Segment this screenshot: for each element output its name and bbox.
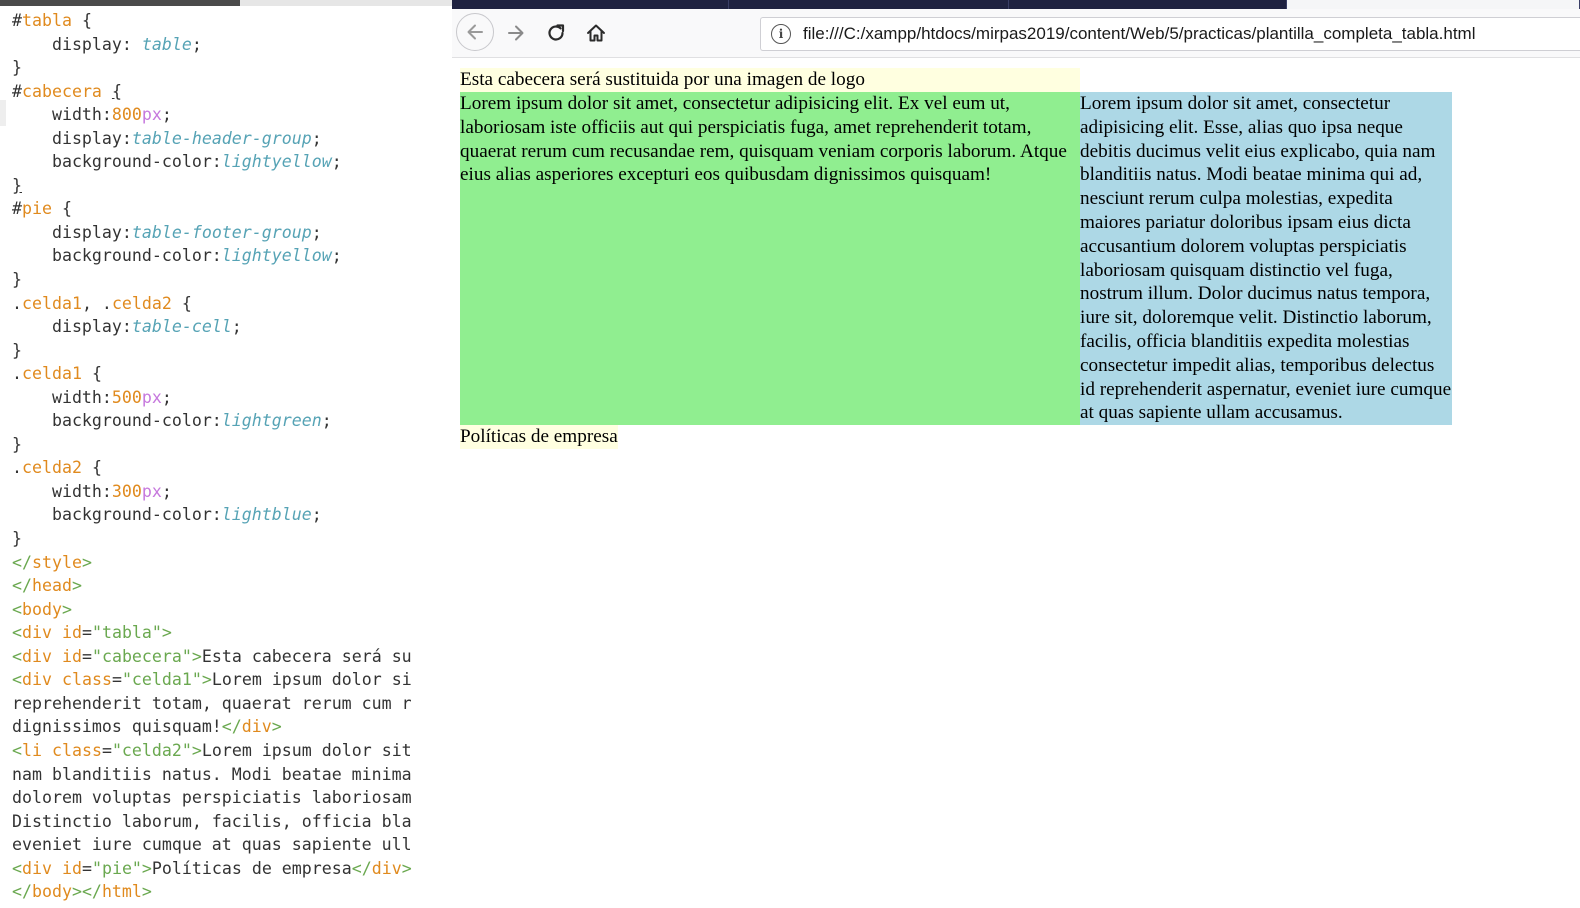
code-token: table — [141, 34, 192, 54]
code-line[interactable] — [12, 621, 452, 645]
code-line[interactable] — [12, 574, 452, 598]
code-token: px — [141, 387, 162, 407]
code-token: = — [101, 740, 112, 760]
code-token: table-cell — [131, 317, 232, 337]
code-token: = — [111, 670, 122, 690]
code-token: tabla — [22, 11, 72, 30]
page-footer-cell: Políticas de empresa — [460, 426, 618, 448]
code-token: 300 — [111, 481, 142, 501]
code-line[interactable] — [12, 645, 452, 669]
code-token: class — [61, 670, 112, 690]
code-token: > — [141, 858, 152, 878]
code-token: dolorem voluptas perspiciatis laboriosam — [12, 788, 412, 808]
code-token: "cabecera" — [91, 646, 192, 666]
code-token: celda2 — [111, 293, 172, 313]
code-line[interactable] — [12, 9, 452, 33]
code-token: nam blanditiis natus. Modi beatae minima — [12, 764, 412, 784]
code-token: width: — [12, 481, 112, 501]
code-token: > — [61, 599, 72, 619]
code-line[interactable] — [12, 739, 452, 763]
navigation-toolbar — [452, 9, 1580, 58]
code-line[interactable] — [12, 551, 452, 575]
code-line[interactable] — [12, 480, 452, 504]
code-token: ; — [161, 105, 172, 125]
code-token: < — [12, 599, 22, 619]
code-token: dignissimos quisquam! — [12, 717, 222, 737]
code-line[interactable] — [12, 103, 452, 127]
code-token: > — [191, 740, 202, 760]
code-token: Lorem ipsum dolor sit — [201, 740, 412, 760]
code-line[interactable] — [12, 386, 452, 410]
code-token: display: — [12, 128, 132, 148]
code-line[interactable] — [12, 268, 452, 292]
code-line[interactable] — [12, 433, 452, 457]
code-token: background-color: — [12, 246, 222, 266]
code-token: id — [61, 858, 82, 878]
code-token: ; — [331, 152, 342, 172]
code-line[interactable] — [12, 150, 452, 174]
code-token: } — [12, 434, 22, 454]
code-token: div — [371, 858, 402, 878]
code-token: { — [111, 81, 122, 101]
code-token: = — [81, 646, 92, 666]
code-line[interactable] — [12, 221, 452, 245]
info-icon[interactable]: i — [771, 24, 791, 44]
code-token: div — [241, 717, 272, 737]
code-token: ; — [161, 481, 172, 501]
code-token: { — [81, 364, 102, 384]
code-token: { — [171, 293, 192, 313]
code-token — [102, 82, 112, 101]
address-bar[interactable] — [760, 17, 1580, 51]
code-token: </ — [12, 882, 32, 902]
code-token: # — [12, 199, 22, 219]
code-token: > — [191, 646, 202, 666]
code-token: { — [81, 458, 102, 478]
code-token: 800 — [111, 105, 142, 125]
code-token: lightblue — [221, 505, 312, 525]
code-token: body — [31, 882, 72, 902]
code-text[interactable] — [12, 9, 452, 904]
code-token: </ — [12, 576, 32, 596]
code-token: display: — [12, 34, 142, 54]
code-token: div — [22, 646, 52, 666]
rendered-page — [460, 68, 1452, 449]
code-token: html — [101, 882, 142, 902]
code-token: , . — [81, 293, 112, 313]
code-token: div — [22, 623, 52, 643]
code-token: </ — [12, 552, 32, 572]
code-token: "celda2" — [111, 740, 192, 760]
code-token: < — [12, 740, 22, 760]
code-line[interactable] — [12, 292, 452, 316]
code-token: Políticas de empresa — [151, 858, 352, 878]
code-token: } — [12, 529, 22, 549]
code-token: width: — [12, 387, 112, 407]
table-row — [460, 92, 1452, 425]
browser-tab[interactable] — [452, 0, 729, 9]
code-token: . — [12, 458, 22, 478]
code-line[interactable] — [12, 174, 452, 198]
code-token: pie — [22, 199, 52, 219]
code-line[interactable] — [12, 127, 452, 151]
back-button[interactable] — [456, 13, 494, 51]
code-token: { — [51, 199, 72, 219]
code-token: lightyellow — [221, 152, 332, 172]
code-token: # — [12, 81, 22, 101]
forward-button[interactable] — [498, 17, 534, 49]
code-token: div — [22, 670, 52, 690]
home-button[interactable] — [578, 17, 614, 49]
code-token: div — [22, 858, 52, 878]
code-line[interactable] — [12, 527, 452, 551]
reload-icon — [545, 22, 567, 44]
code-token: Lorem ipsum dolor si — [211, 670, 412, 690]
code-token: style — [31, 552, 82, 572]
browser-tab[interactable] — [729, 0, 1009, 9]
home-icon — [585, 22, 607, 44]
code-token: ; — [191, 34, 202, 54]
code-token: celda2 — [22, 458, 82, 478]
editor-horizontal-scrollbar[interactable] — [0, 0, 452, 6]
code-token: lightyellow — [221, 246, 332, 266]
code-token — [52, 647, 62, 666]
code-token: { — [71, 11, 92, 30]
code-token: < — [12, 646, 22, 666]
current-line-marker — [0, 100, 6, 126]
scrollbar-thumb[interactable] — [0, 0, 240, 6]
code-token: > — [161, 623, 172, 643]
code-token: > — [81, 552, 92, 572]
reload-button[interactable] — [538, 17, 574, 49]
code-token: Esta cabecera será su — [201, 646, 412, 666]
code-token: = — [81, 623, 92, 643]
code-token: ; — [321, 411, 332, 431]
code-token: celda1 — [22, 293, 82, 313]
code-token: 500 — [111, 387, 142, 407]
back-arrow-icon — [464, 21, 486, 43]
code-token: </ — [351, 858, 372, 878]
code-token: > — [201, 670, 212, 690]
code-token: width: — [12, 105, 112, 125]
code-line[interactable] — [12, 810, 452, 834]
code-token: reprehenderit totam, quaerat rerum cum r — [12, 693, 412, 713]
browser-tab[interactable] — [1009, 0, 1287, 9]
browser-window — [452, 0, 1580, 908]
code-line[interactable] — [12, 880, 452, 904]
code-token: px — [141, 105, 162, 125]
code-token — [42, 741, 52, 760]
code-line[interactable] — [12, 715, 452, 739]
code-line[interactable] — [12, 409, 452, 433]
code-token: ; — [161, 387, 172, 407]
code-token: background-color: — [12, 152, 222, 172]
green-cell: Lorem ipsum dolor sit amet, consectetur adipisicing elit. Ex vel eum ut, laboriosam iste officiis aut qui perspiciatis fuga, amet reprehenderit totam, quaerat rerum cum recusandae rem, quisquam veniam corporis laborum. Atque eius alias asperiores excepturi eos quibusdam dignissimos quisquam! — [460, 92, 1080, 425]
code-line[interactable] — [12, 56, 452, 80]
code-token: ; — [331, 246, 342, 266]
code-token: Distinctio laborum, facilis, officia bla — [12, 811, 412, 831]
code-token: display: — [12, 222, 132, 242]
code-token: eveniet iure cumque at quas sapiente ull — [12, 835, 412, 855]
code-token: li — [22, 740, 42, 760]
code-token: table-header-group — [131, 128, 312, 148]
code-token: > — [141, 882, 152, 902]
code-line[interactable] — [12, 456, 452, 480]
code-token: body — [22, 599, 62, 619]
code-token: </ — [221, 717, 242, 737]
code-line[interactable] — [12, 503, 452, 527]
url-text[interactable]: file:///C:/xampp/htdocs/mirpas2019/content/Web/5/practicas/plantilla_completa_tabla.html — [803, 24, 1476, 43]
code-token: background-color: — [12, 505, 222, 525]
code-token: celda1 — [22, 364, 82, 384]
code-token: < — [12, 623, 22, 643]
code-token: head — [31, 576, 72, 596]
code-token: ; — [311, 505, 322, 525]
code-token: ; — [231, 317, 242, 337]
blue-cell: Lorem ipsum dolor sit amet, consectetur adipisicing elit. Esse, alias quo ipsa neque debitis ducimus velit eius explicabo, quia nam blanditiis natus. Modi beatae minima qui ad, nesciunt rerum culpa molestias, expedita maiores pariatur doloribus ipsam eius dicta accusantium dolorem voluptas perspiciatis laboriosam quisquam distinctio vel fuga, nostrum illum. Dolor ducimus natus tempora, iure sit, doloremque velit. Distinctio laborum, facilis, officia blanditiis expedita molestias consectetur impedit alias, temporibus delectus id reprehenderit aspernatur, eveniet iure cumque at quas sapiente ullam accusamus. — [1080, 93, 1452, 424]
forward-arrow-icon — [505, 22, 527, 44]
code-token: < — [12, 670, 22, 690]
code-token: . — [12, 364, 22, 384]
code-token: "pie" — [91, 858, 142, 878]
code-token: < — [12, 858, 22, 878]
code-token — [52, 670, 62, 689]
code-token: ; — [311, 128, 322, 148]
code-line[interactable] — [12, 763, 452, 787]
code-line[interactable] — [12, 244, 452, 268]
code-editor-pane[interactable] — [0, 0, 452, 908]
code-token: class — [51, 740, 102, 760]
code-token: "tabla" — [91, 623, 162, 643]
code-token: } — [12, 270, 22, 290]
code-line[interactable] — [12, 668, 452, 692]
code-token: } — [12, 58, 22, 78]
code-token: "celda1" — [121, 670, 202, 690]
code-token: table-footer-group — [131, 222, 312, 242]
code-token: . — [12, 293, 22, 313]
code-token — [52, 623, 62, 642]
code-token: > — [271, 717, 282, 737]
code-line[interactable] — [12, 786, 452, 810]
page-header-cell: Esta cabecera será sustituida por una imagen de logo — [460, 68, 1080, 92]
code-line[interactable] — [12, 833, 452, 857]
code-token: } — [12, 340, 22, 360]
code-token: ; — [311, 222, 322, 242]
code-token: px — [141, 481, 162, 501]
code-line[interactable] — [12, 315, 452, 339]
code-token — [52, 859, 62, 878]
code-token: cabecera — [22, 81, 102, 101]
code-line[interactable] — [12, 197, 452, 221]
code-line[interactable] — [12, 857, 452, 881]
code-token: = — [81, 858, 92, 878]
code-token: # — [12, 11, 22, 30]
code-token: > — [401, 858, 412, 878]
tab-strip — [452, 0, 1580, 9]
code-line[interactable] — [12, 339, 452, 363]
code-line[interactable] — [12, 362, 452, 386]
code-token: } — [12, 175, 22, 195]
browser-tab-active[interactable] — [1287, 0, 1580, 9]
code-token: id — [61, 646, 82, 666]
code-token: ></ — [71, 882, 102, 902]
code-line[interactable] — [12, 80, 452, 104]
code-token: id — [61, 623, 82, 643]
code-token: display: — [12, 317, 132, 337]
code-token: background-color: — [12, 411, 222, 431]
code-token: > — [71, 576, 82, 596]
code-token: lightgreen — [221, 411, 322, 431]
code-line[interactable] — [12, 692, 452, 716]
code-line[interactable] — [12, 33, 452, 57]
code-line[interactable] — [12, 598, 452, 622]
